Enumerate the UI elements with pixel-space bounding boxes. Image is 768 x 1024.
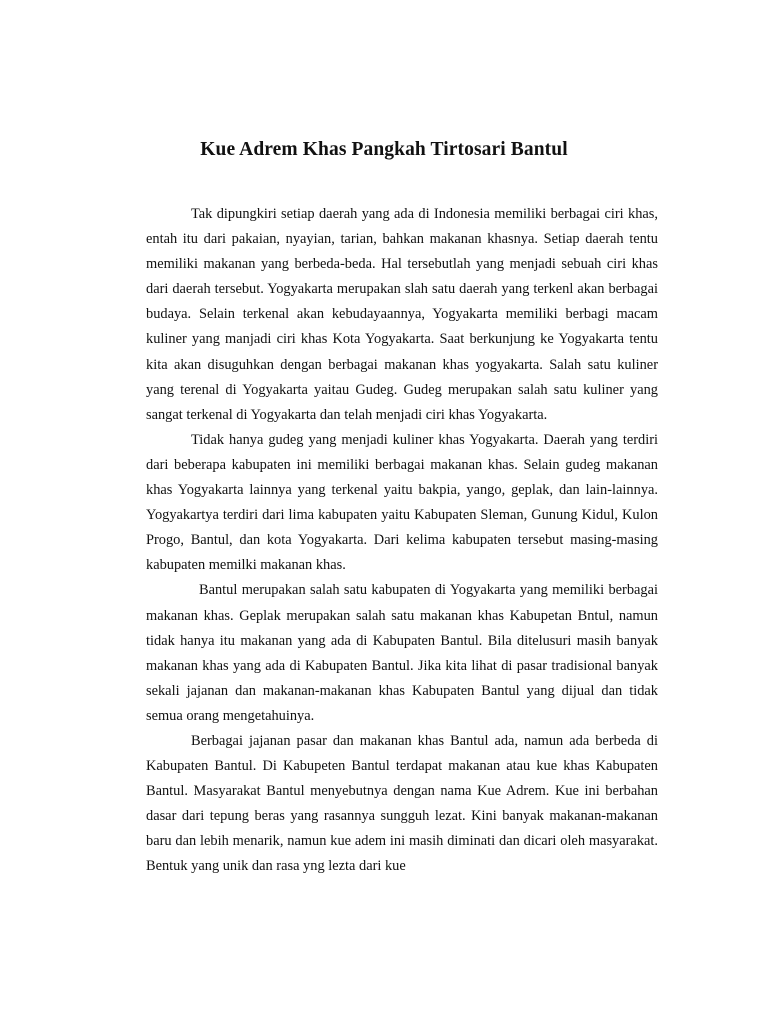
paragraph-3: Bantul merupakan salah satu kabupaten di Yogyakarta yang memiliki berbagai makanan khas. Geplak merupakan salah satu makanan khas Kabupetan Bntul, namun tidak hanya itu makanan yang ada di Kabupaten Bantul. Bila ditelusuri masih banyak makanan khas yang ada di Kabupaten Bantul. Jika kita lihat di pasar tradisional banyak sekali jajanan dan makanan-makanan khas Kabupaten Bantul yang dijual dan tidak semua orang mengetahuinya.	[146, 582, 658, 724]
document-body	[146, 202, 658, 880]
paragraph-1: Tak dipungkiri setiap daerah yang ada di Indonesia memiliki berbagai ciri khas, entah itu dari pakaian, nyayian, tarian, bahkan makanan khasnya. Setiap daerah tentu memiliki makanan yang berbeda-beda. Hal tersebutlah yang menjadi sebuah ciri khas dari daerah tersebut. Yogyakarta merupakan slah satu daerah yang terkenl akan berbagai budaya. Selain terkenal akan kebudayaannya, Yogyakarta memiliki berbagi macam kuliner yang manjadi ciri khas Kota Yogyakarta. Saat berkunjung ke Yogyakarta tentu kita akan disuguhkan dengan berbagai makanan khas yogyakarta. Salah satu kuliner yang terenal di Yogyakarta yaitau Gudeg. Gudeg merupakan salah satu kuliner yang sangat terkenal di Yogyakarta dan telah menjadi ciri khas Yogyakarta.	[146, 206, 658, 423]
paragraph-2: Tidak hanya gudeg yang menjadi kuliner khas Yogyakarta. Daerah yang terdiri dari beberapa kabupaten ini memiliki berbagai makanan khas. Selain gudeg makanan khas Yogyakarta lainnya yang terkenal yaitu bakpia, yango, geplak, dan lain-lainnya. Yogyakartya terdiri dari lima kabupaten yaitu Kabupaten Sleman, Gunung Kidul, Kulon Progo, Bantul, dan kota Yogyakarta. Dari kelima kabupaten tersebut masing-masing kabupaten memilki makanan khas.	[146, 431, 658, 574]
document-title: Kue Adrem Khas Pangkah Tirtosari Bantul	[200, 139, 568, 160]
paragraph-4: Berbagai jajanan pasar dan makanan khas Bantul ada, namun ada berbeda di Kabupaten Bantul. Di Kabupeten Bantul terdapat makanan atau kue khas Kabupaten Bantul. Masyarakat Bantul menyebutnya dengan nama Kue Adrem. Kue ini berbahan dasar dari tepung beras yang rasannya sungguh lezat. Kini banyak makanan-makanan baru dan lebih menarik, namun kue adem ini masih diminati dan dicari oleh masyarakat. Bentuk yang unik dan rasa yng lezta dari kue	[146, 732, 658, 875]
